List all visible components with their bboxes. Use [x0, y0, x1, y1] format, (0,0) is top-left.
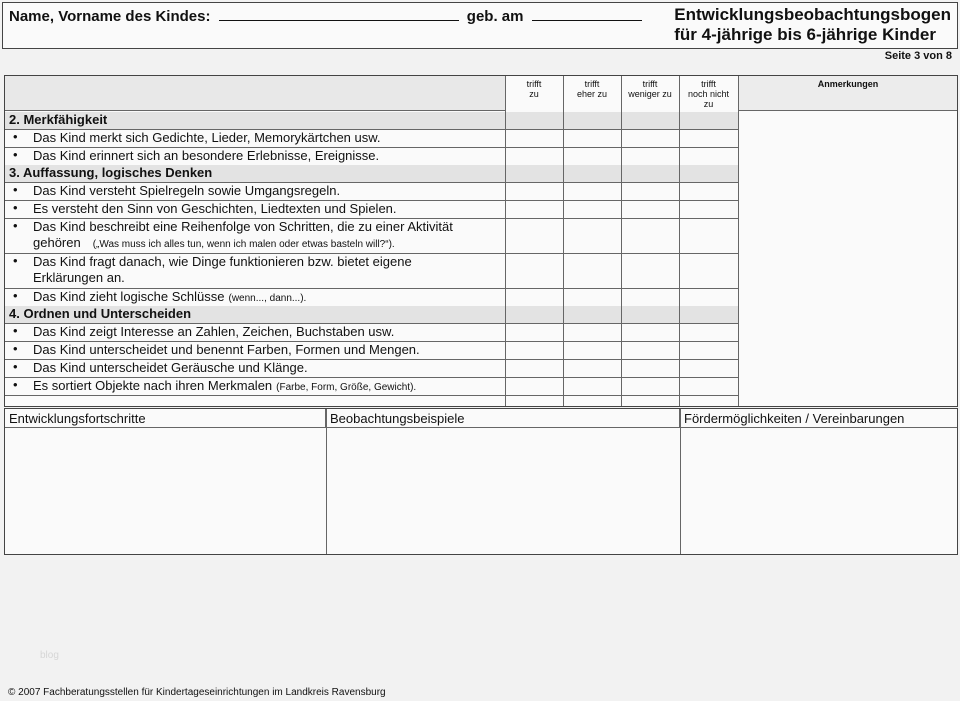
- column-divider: [505, 76, 506, 406]
- name-field-line[interactable]: [219, 7, 459, 21]
- header-blank-cell: [5, 76, 505, 111]
- rating-cell[interactable]: [505, 182, 563, 200]
- section-heading: [5, 165, 738, 182]
- criterion-row: [5, 288, 505, 306]
- header-fields: [9, 7, 642, 25]
- rating-cell[interactable]: [563, 288, 621, 306]
- section-heading: [5, 306, 738, 323]
- criterion-row: [5, 182, 505, 200]
- rating-cell[interactable]: [679, 218, 738, 253]
- rating-cell[interactable]: [505, 200, 563, 218]
- rating-cell[interactable]: [621, 182, 679, 200]
- observation-table: [4, 408, 958, 555]
- bullet-icon: •: [13, 147, 18, 162]
- rating-cell[interactable]: [563, 200, 621, 218]
- rating-cell[interactable]: [679, 377, 738, 395]
- column-divider: [679, 76, 680, 406]
- criterion-text: Das Kind erinnert sich an besondere Erlebnisse, Ereignisse.: [33, 148, 380, 163]
- rating-cell[interactable]: [621, 253, 679, 288]
- section-heading: [5, 112, 738, 129]
- title-line-1: Entwicklungsbeobachtungsbogen: [674, 5, 951, 24]
- criterion-row: [5, 218, 505, 253]
- name-label: Name, Vorname des Kindes:: [9, 8, 211, 25]
- form-header: [2, 2, 958, 49]
- bullet-icon: •: [13, 323, 18, 338]
- col-foerdermoeglichkeiten: Fördermöglichkeiten / Vereinbarungen: [680, 409, 957, 428]
- rating-cell[interactable]: [505, 341, 563, 359]
- rating-cell[interactable]: [679, 129, 738, 147]
- rating-cell[interactable]: [563, 218, 621, 253]
- rating-cell[interactable]: [679, 359, 738, 377]
- rating-cell[interactable]: [563, 341, 621, 359]
- col-beobachtungsbeispiele: Beobachtungsbeispiele: [326, 409, 680, 428]
- entwicklungsfortschritte-field[interactable]: [5, 429, 326, 554]
- rating-cell[interactable]: [563, 129, 621, 147]
- criterion-text: Das Kind beschreibt eine Reihenfolge von Schritten, die zu einer Aktivität: [33, 219, 453, 234]
- column-divider: [563, 76, 564, 406]
- criterion-row: [5, 323, 505, 341]
- rating-cell[interactable]: [563, 182, 621, 200]
- assessment-table: [4, 75, 958, 407]
- anmerkungen-field[interactable]: [739, 112, 957, 406]
- criterion-row: [5, 129, 505, 147]
- rating-cell[interactable]: [505, 377, 563, 395]
- rating-cell[interactable]: [563, 359, 621, 377]
- bullet-icon: •: [13, 341, 18, 356]
- watermark: blog: [40, 650, 59, 661]
- rating-cell[interactable]: [505, 253, 563, 288]
- rating-cell[interactable]: [621, 323, 679, 341]
- criterion-text: Das Kind unterscheidet Geräusche und Klänge.: [33, 360, 308, 375]
- column-divider: [621, 76, 622, 406]
- criterion-row: [5, 253, 505, 288]
- bullet-icon: •: [13, 200, 18, 215]
- section-title: 2. Merkfähigkeit: [9, 112, 108, 127]
- rating-cell[interactable]: [621, 341, 679, 359]
- criterion-example: (wenn..., dann...).: [228, 293, 307, 304]
- rating-cell[interactable]: [679, 200, 738, 218]
- rating-cell[interactable]: [563, 323, 621, 341]
- bullet-icon: •: [13, 218, 18, 233]
- bullet-icon: •: [13, 377, 18, 392]
- rating-cell[interactable]: [621, 377, 679, 395]
- rating-cell[interactable]: [505, 288, 563, 306]
- criterion-row: [5, 359, 505, 377]
- criterion-row: [5, 200, 505, 218]
- bullet-icon: •: [13, 253, 18, 268]
- criterion-text: Das Kind zieht logische Schlüsse: [33, 289, 225, 304]
- col-anmerkungen: Anmerkungen: [738, 76, 957, 111]
- rating-cell[interactable]: [679, 182, 738, 200]
- criterion-text: Das Kind unterscheidet und benennt Farben, Formen und Mengen.: [33, 342, 420, 357]
- rating-cell[interactable]: [621, 359, 679, 377]
- col-trifft-zu: trifft zu: [505, 76, 563, 111]
- criterion-example: („Was muss ich alles tun, wenn ich malen oder etwas basteln will?“).: [92, 239, 395, 250]
- rating-cell[interactable]: [621, 218, 679, 253]
- col-trifft-weniger-zu: trifft weniger zu: [621, 76, 679, 111]
- bullet-icon: •: [13, 359, 18, 374]
- rating-cell[interactable]: [621, 129, 679, 147]
- criterion-text: Das Kind fragt danach, wie Dinge funktionieren bzw. bietet eigene: [33, 254, 412, 269]
- criterion-text-cont: Erklärungen an.: [33, 270, 125, 285]
- foerdermoeglichkeiten-field[interactable]: [681, 429, 957, 554]
- criterion-text: Es sortiert Objekte nach ihren Merkmalen: [33, 378, 273, 393]
- criterion-text: Es versteht den Sinn von Geschichten, Liedtexten und Spielen.: [33, 201, 397, 216]
- rating-cell[interactable]: [621, 200, 679, 218]
- bullet-icon: •: [13, 129, 18, 144]
- rating-cell[interactable]: [679, 341, 738, 359]
- rating-cell[interactable]: [505, 323, 563, 341]
- page-number: Seite 3 von 8: [884, 50, 952, 62]
- rating-cell[interactable]: [679, 253, 738, 288]
- criterion-text-cont: gehören: [33, 235, 81, 250]
- col-trifft-noch-nicht-zu: trifft noch nicht zu: [679, 76, 738, 111]
- rating-cell[interactable]: [679, 147, 738, 165]
- rating-cell[interactable]: [563, 253, 621, 288]
- bullet-icon: •: [13, 182, 18, 197]
- rating-cell[interactable]: [679, 323, 738, 341]
- birthdate-field-line[interactable]: [532, 7, 642, 21]
- birthdate-label: geb. am: [466, 8, 524, 25]
- bullet-icon: •: [13, 288, 18, 303]
- row-divider: [5, 395, 738, 396]
- criterion-row: [5, 147, 505, 165]
- form-title: [674, 5, 951, 45]
- rating-cell[interactable]: [505, 218, 563, 253]
- criterion-row: [5, 341, 505, 359]
- rating-cell[interactable]: [621, 147, 679, 165]
- criterion-row: [5, 377, 505, 395]
- rating-cell[interactable]: [621, 288, 679, 306]
- rating-cell[interactable]: [505, 129, 563, 147]
- criterion-text: Das Kind merkt sich Gedichte, Lieder, Memorykärtchen usw.: [33, 130, 381, 145]
- rating-cell[interactable]: [505, 147, 563, 165]
- criterion-text: Das Kind zeigt Interesse an Zahlen, Zeichen, Buchstaben usw.: [33, 324, 395, 339]
- criterion-text: Das Kind versteht Spielregeln sowie Umgangsregeln.: [33, 183, 341, 198]
- footer-copyright: © 2007 Fachberatungsstellen für Kindertageseinrichtungen im Landkreis Ravensburg: [8, 687, 386, 698]
- beobachtungsbeispiele-field[interactable]: [327, 429, 680, 554]
- col-entwicklungsfortschritte: Entwicklungsfortschritte: [5, 409, 326, 428]
- rating-cell[interactable]: [505, 359, 563, 377]
- section-title: 4. Ordnen und Unterscheiden: [9, 306, 192, 321]
- title-line-2: für 4-jährige bis 6-jährige Kinder: [674, 25, 936, 44]
- rating-cell[interactable]: [679, 288, 738, 306]
- criterion-example: (Farbe, Form, Größe, Gewicht).: [276, 382, 417, 393]
- section-title: 3. Auffassung, logisches Denken: [9, 165, 213, 180]
- rating-cell[interactable]: [563, 147, 621, 165]
- rating-cell[interactable]: [563, 377, 621, 395]
- col-trifft-eher-zu: trifft eher zu: [563, 76, 621, 111]
